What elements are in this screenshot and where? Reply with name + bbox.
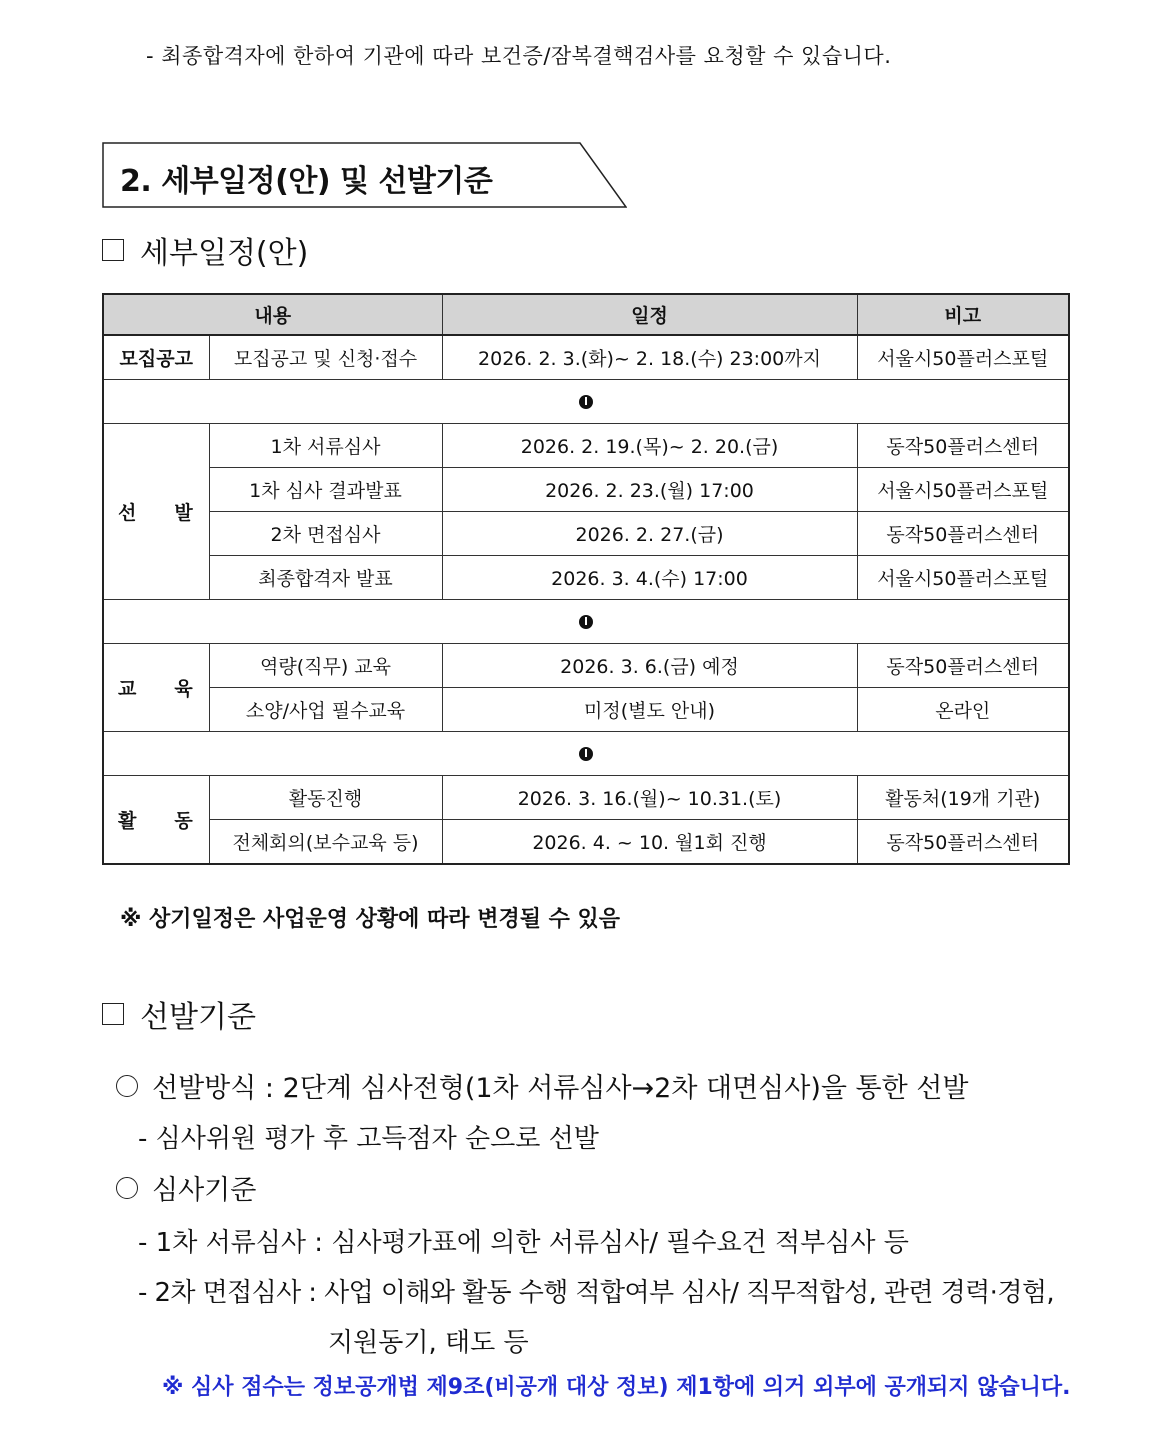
- note-cell: 활동처(19개 기관): [857, 776, 1069, 820]
- group-activity-char-1: 활: [118, 810, 137, 832]
- down-arrow-circle-icon: [579, 615, 593, 629]
- table-row: [103, 335, 1069, 380]
- table-header-row: [103, 294, 1069, 335]
- task-cell: 1차 심사 결과발표: [209, 468, 442, 512]
- note-cell: 서울시50플러스포털: [857, 335, 1069, 380]
- date-cell: 2026. 4. ~ 10. 월1회 진행: [442, 820, 857, 865]
- date-cell: 2026. 2. 23.(월) 17:00: [442, 468, 857, 512]
- note-cell: 동작50플러스센터: [857, 424, 1069, 468]
- schedule-table: [102, 293, 1070, 865]
- header-schedule: 일정: [442, 294, 857, 335]
- group-select-char-1: 선: [118, 502, 137, 524]
- table-row: [103, 644, 1069, 688]
- method-sub: - 심사위원 평가 후 고득점자 순으로 선발: [138, 1124, 599, 1154]
- note-cell: 온라인: [857, 688, 1069, 732]
- group-edu-char-1: 교: [118, 678, 137, 700]
- schedule-heading-text: 세부일정(안): [140, 236, 309, 271]
- task-cell: 최종합격자 발표: [209, 556, 442, 600]
- section-title: 2. 세부일정(안) 및 선발기준: [120, 164, 493, 199]
- table-row: [103, 776, 1069, 820]
- date-cell: 미정(별도 안내): [442, 688, 857, 732]
- date-cell: 2026. 2. 19.(목)~ 2. 20.(금): [442, 424, 857, 468]
- task-cell: 소양/사업 필수교육: [209, 688, 442, 732]
- date-cell: 2026. 3. 6.(금) 예정: [442, 644, 857, 688]
- note-cell: 동작50플러스센터: [857, 644, 1069, 688]
- interview-cont: 지원동기, 태도 등: [328, 1328, 529, 1358]
- circle-bullet-icon: [116, 1177, 138, 1199]
- group-edu-char-2: 육: [174, 678, 193, 700]
- criteria-heading-text: 선발기준: [140, 1000, 256, 1035]
- task-cell: 모집공고 및 신청·접수: [209, 335, 442, 380]
- group-recruit: 모집공고: [103, 335, 209, 380]
- privacy-note: ※ 심사 점수는 정보공개법 제9조(비공개 대상 정보) 제1항에 의거 외부에 공개되지 않습니다.: [162, 1375, 1071, 1400]
- note-cell: 동작50플러스센터: [857, 820, 1069, 865]
- interview-item: - 2차 면접심사 : 사업 이해와 활동 수행 적합여부 심사/ 직무적합성, 관련 경력·경험,: [138, 1278, 1055, 1308]
- task-cell: 역량(직무) 교육: [209, 644, 442, 688]
- schedule-notice: ※ 상기일정은 사업운영 상황에 따라 변경될 수 있음: [120, 907, 621, 932]
- header-content: 내용: [103, 294, 442, 335]
- doc-review-item: - 1차 서류심사 : 심사평가표에 의한 서류심사/ 필수요건 적부심사 등: [138, 1228, 909, 1258]
- note-cell: 서울시50플러스포털: [857, 556, 1069, 600]
- circle-bullet-icon: [116, 1075, 138, 1097]
- date-cell: 2026. 2. 27.(금): [442, 512, 857, 556]
- table-row: [103, 556, 1069, 600]
- arrow-row: [103, 380, 1069, 424]
- group-activity-char-2: 동: [174, 810, 193, 832]
- schedule-heading: [102, 228, 308, 272]
- table-row: [103, 424, 1069, 468]
- date-cell: 2026. 3. 4.(수) 17:00: [442, 556, 857, 600]
- intro-note: - 최종합격자에 한하여 기관에 따라 보건증/잠복결핵검사를 요청할 수 있습니다.: [146, 44, 892, 68]
- table-row: [103, 688, 1069, 732]
- note-cell: 동작50플러스센터: [857, 512, 1069, 556]
- date-cell: 2026. 3. 16.(월)~ 10.31.(토): [442, 776, 857, 820]
- group-edu: [103, 644, 209, 732]
- checkbox-icon: [102, 239, 124, 261]
- criteria-heading: [102, 992, 256, 1036]
- task-cell: 전체회의(보수교육 등): [209, 820, 442, 865]
- down-arrow-circle-icon: [579, 747, 593, 761]
- task-cell: 2차 면접심사: [209, 512, 442, 556]
- group-select-char-2: 발: [174, 502, 193, 524]
- standard-item: [116, 1168, 256, 1207]
- arrow-row: [103, 732, 1069, 776]
- table-row: [103, 512, 1069, 556]
- table-row: [103, 820, 1069, 865]
- method-item: [116, 1066, 968, 1105]
- group-activity: [103, 776, 209, 865]
- section-tab: [102, 142, 627, 208]
- task-cell: 1차 서류심사: [209, 424, 442, 468]
- table-row: [103, 468, 1069, 512]
- date-cell: 2026. 2. 3.(화)~ 2. 18.(수) 23:00까지: [442, 335, 857, 380]
- method-text: 선발방식 : 2단계 심사전형(1차 서류심사→2차 대면심사)을 통한 선발: [152, 1073, 969, 1104]
- down-arrow-circle-icon: [579, 395, 593, 409]
- arrow-row: [103, 600, 1069, 644]
- group-select: [103, 424, 209, 600]
- task-cell: 활동진행: [209, 776, 442, 820]
- standard-text: 심사기준: [152, 1175, 257, 1206]
- header-note: 비고: [857, 294, 1069, 335]
- note-cell: 서울시50플러스포털: [857, 468, 1069, 512]
- checkbox-icon: [102, 1003, 124, 1025]
